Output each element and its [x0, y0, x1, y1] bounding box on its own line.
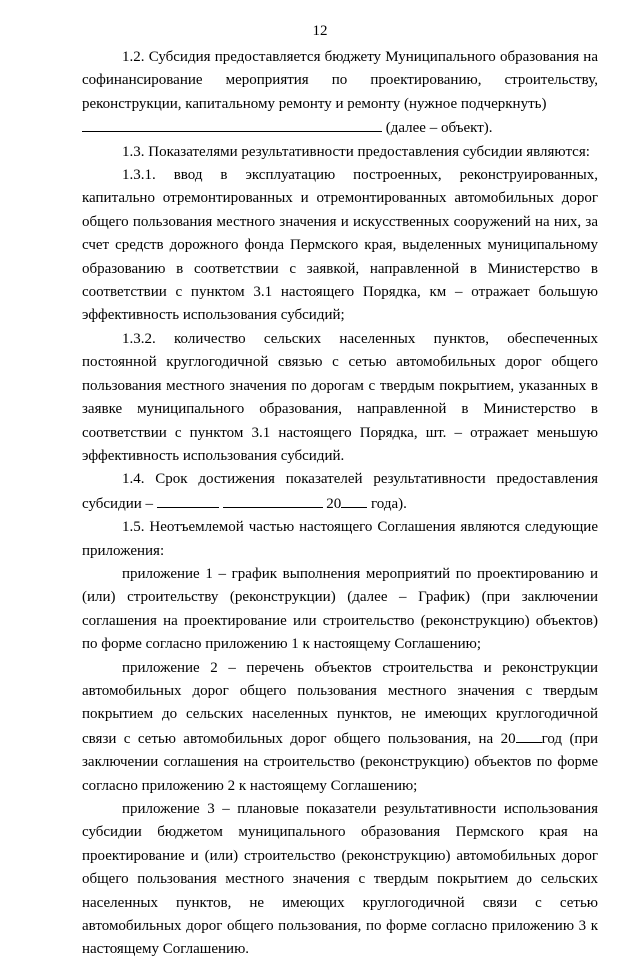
paragraph-1-5: 1.5. Неотъемлемой частью настоящего Соглашения являются следующие приложения:: [82, 519, 598, 559]
paragraph-1-2-tail: (далее – объект).: [385, 120, 493, 137]
appendix-2-text: приложение 2 – перечень объектов строительства и реконструкции автомобильных дорог общего пользования местного значения с твердым покрытием до сельских населенных пунктов, не имеющих круглогодичной связи с сетью автомобильных дорог общего пользования, на 20: [82, 659, 598, 747]
blank-day: [157, 492, 219, 508]
paragraph-1-4-text: 1.4. Срок достижения показателей результативности предоставления субсидии –: [82, 471, 598, 512]
page-number: 12: [312, 23, 328, 39]
blank-year: [341, 492, 367, 508]
paragraph-1-4: [82, 468, 598, 516]
paragraph-1-3-2: 1.3.2. количество сельских населенных пунктов, обеспеченных постоянной круглогодичной связью с сетью автомобильных дорог общего пользования местного значения по дорогам с твердым покрытием, указанных в заявке муниципального образования, направленной в Министерство в соответствии с пунктом 3.1 настоящего Порядка, шт. – отражает меньшую эффективность использования субсидий.: [82, 330, 598, 464]
appendix-2: [82, 657, 598, 798]
paragraph-1-2-fill-line: [82, 116, 598, 140]
paragraph-1-4-tail: года).: [371, 495, 407, 512]
appendix-1: приложение 1 – график выполнения мероприятий по проектированию и (или) строительству (реконструкции) (далее – График) (при заключении соглашения на проектирование или строительство (реконструкцию) объектов) по форме согласно приложению 1 к настоящему Соглашению;: [82, 565, 598, 653]
blank-month: [223, 492, 323, 508]
appendix-3: приложение 3 – плановые показатели результативности использования субсидии бюджетом муниципального образования Пермского края на проектирование и (или) строительство (реконструкцию) автомобильных дорог общего пользования местного значения с твердым покрытием до сельских населенных пунктов, не имеющих круглогодичной связи с сетью автомобильных дорог общего пользования, по форме согласно приложению 3 к настоящему Соглашению.: [82, 801, 598, 958]
blank-line: [82, 116, 382, 132]
paragraph-1-3-1: 1.3.1. ввод в эксплуатацию построенных, реконструированных, капитально отремонтированных и отремонтированных автомобильных дорог общего пользования местного значения и искусственных сооружений на них, за счет средств дорожного фонда Пермского края, выделенных муниципальному образованию в соответствии с заявкой, направленной в Министерство в соответствии с пунктом 3.1 настоящего Порядка, км – отражает большую эффективность использования субсидий;: [82, 167, 598, 324]
document-body: [82, 46, 598, 962]
paragraph-1-3: 1.3. Показателями результативности предоставления субсидии являются:: [122, 143, 590, 160]
paragraph-1-4-year: 20: [326, 495, 342, 512]
paragraph-1-2: [82, 46, 598, 141]
blank-year: [516, 727, 542, 743]
paragraph-1-2-text: 1.2. Субсидия предоставляется бюджету Муниципального образования на софинансирование мероприятия по проектированию, строительству, реконструкции, капитальному ремонту и ремонту (нужное подчеркнуть): [82, 49, 598, 112]
appendix-2-tail: год (при заключении соглашения на строительство (реконструкцию) объектов по форме согласно приложению 2 к настоящему Соглашению;: [82, 730, 598, 794]
